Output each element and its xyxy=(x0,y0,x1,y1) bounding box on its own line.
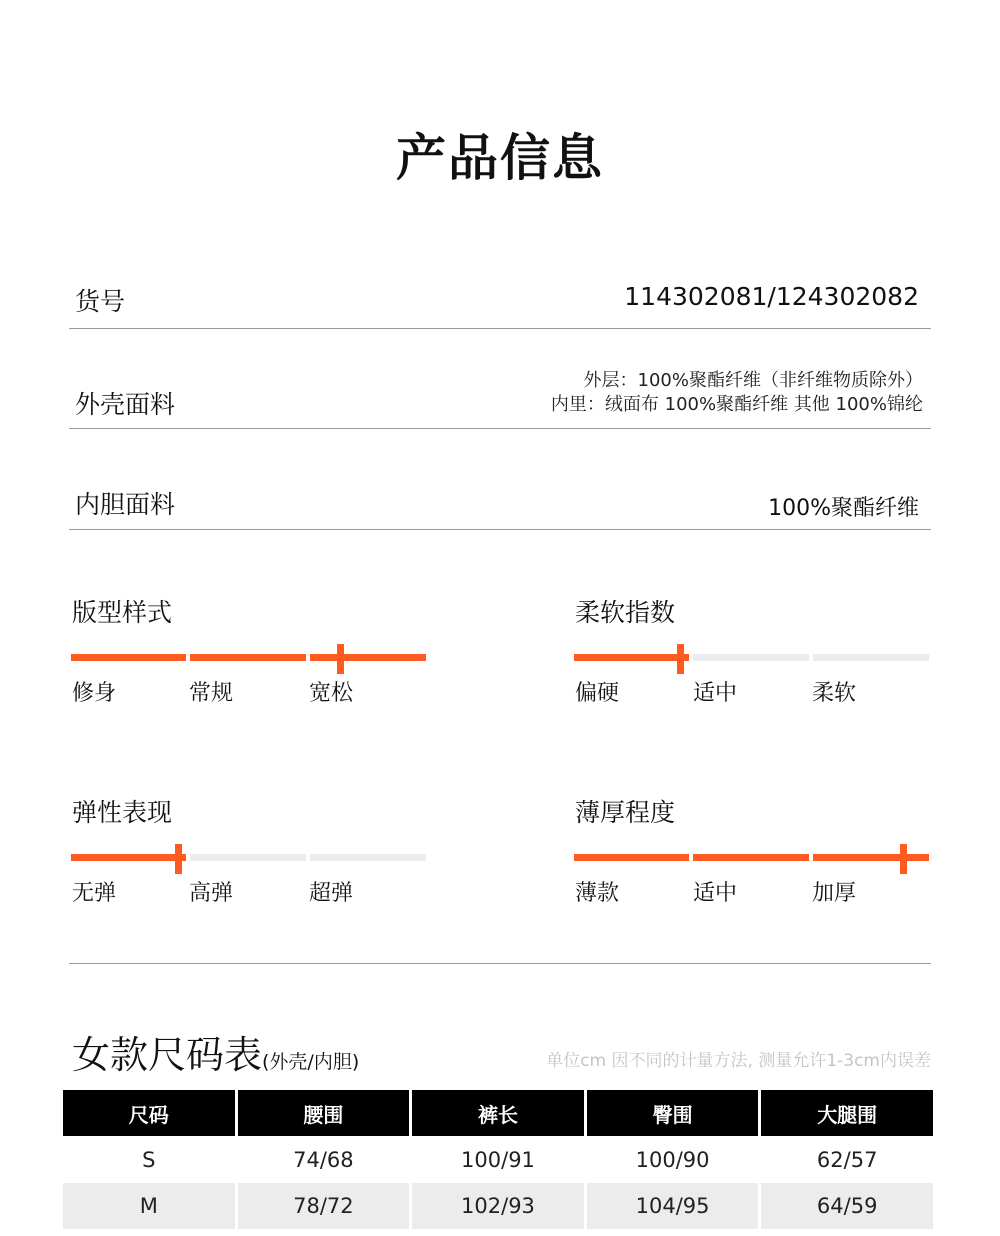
scale-thickness-segment xyxy=(813,854,929,861)
scale-thickness-marker xyxy=(900,844,907,874)
size-chart-note: 单位cm 因不同的计量方法, 测量允许1-3cm内误差 xyxy=(546,1051,931,1071)
section-divider xyxy=(69,963,931,964)
scale-thickness-segment xyxy=(574,854,689,861)
scale-elasticity-marker xyxy=(175,844,182,874)
scale-thickness-title: 薄厚程度 xyxy=(575,798,676,827)
info-row-outer-fabric xyxy=(69,365,931,429)
lining-fabric-label: 内胆面料 xyxy=(75,490,176,519)
size-chart-title-text: 女款尺码表 xyxy=(72,1033,263,1077)
scale-fit-label: 修身 xyxy=(72,681,117,706)
scale-fit-marker xyxy=(337,644,344,674)
scale-elasticity-title: 弹性表现 xyxy=(72,798,173,827)
scale-softness-label: 适中 xyxy=(693,681,738,706)
outer-fabric-line2: 内里：绒面布 100%聚酯纤维 其他 100%锦纶 xyxy=(550,394,923,415)
size-chart-subtitle: (外壳/内胆) xyxy=(262,1051,360,1073)
scale-softness-marker xyxy=(677,644,684,674)
table-cell: 102/93 xyxy=(412,1183,584,1229)
lining-fabric-value: 100%聚酯纤维 xyxy=(768,496,919,521)
table-cell: 64/59 xyxy=(761,1183,933,1229)
table-row xyxy=(63,1136,933,1183)
scale-elasticity-label: 超弹 xyxy=(309,881,354,906)
table-header-row xyxy=(63,1090,933,1136)
scale-elasticity-label: 高弹 xyxy=(189,881,234,906)
table-header-cell: 臀围 xyxy=(587,1090,759,1136)
info-row-sku xyxy=(69,270,931,329)
scale-softness-label: 偏硬 xyxy=(575,681,620,706)
table-cell: 78/72 xyxy=(238,1183,410,1229)
page-title: 产品信息 xyxy=(396,129,604,187)
scale-fit-segment xyxy=(71,654,186,661)
scale-fit-title: 版型样式 xyxy=(72,598,173,627)
size-chart-table xyxy=(60,1090,936,1229)
scale-fit-label: 宽松 xyxy=(309,681,354,706)
sku-label: 货号 xyxy=(75,287,126,316)
outer-fabric-line1: 外层：100%聚酯纤维（非纤维物质除外） xyxy=(583,370,923,391)
table-cell: M xyxy=(63,1183,235,1229)
table-cell: 100/91 xyxy=(412,1136,584,1183)
scale-elasticity-segment xyxy=(190,854,306,861)
table-cell: 62/57 xyxy=(761,1136,933,1183)
scale-softness-title: 柔软指数 xyxy=(575,598,676,627)
scale-thickness-label: 加厚 xyxy=(812,881,857,906)
scale-elasticity-segment xyxy=(310,854,426,861)
table-header-cell: 尺码 xyxy=(63,1090,235,1136)
scale-softness-label: 柔软 xyxy=(812,681,857,706)
size-chart-title xyxy=(72,1024,359,1079)
scale-thickness-label: 薄款 xyxy=(575,881,620,906)
table-cell: 104/95 xyxy=(587,1183,759,1229)
scale-fit-segment xyxy=(190,654,306,661)
scale-softness-segment xyxy=(813,654,929,661)
scale-fit-label: 常规 xyxy=(189,681,234,706)
table-row xyxy=(63,1183,933,1229)
scale-softness-segment xyxy=(693,654,809,661)
table-header-cell: 大腿围 xyxy=(761,1090,933,1136)
table-cell: 74/68 xyxy=(238,1136,410,1183)
info-row-lining-fabric xyxy=(69,471,931,530)
scale-elasticity-label: 无弹 xyxy=(72,881,117,906)
table-header-cell: 裤长 xyxy=(412,1090,584,1136)
scale-softness-segment xyxy=(574,654,689,661)
outer-fabric-label: 外壳面料 xyxy=(75,390,176,419)
scale-thickness-segment xyxy=(693,854,809,861)
sku-value: 114302081/124302082 xyxy=(624,282,919,311)
table-header-cell: 腰围 xyxy=(238,1090,410,1136)
scale-elasticity-segment xyxy=(71,854,186,861)
table-cell: S xyxy=(63,1136,235,1183)
scale-thickness-label: 适中 xyxy=(693,881,738,906)
table-cell: 100/90 xyxy=(587,1136,759,1183)
scale-fit-segment xyxy=(310,654,426,661)
outer-fabric-value xyxy=(551,369,923,417)
